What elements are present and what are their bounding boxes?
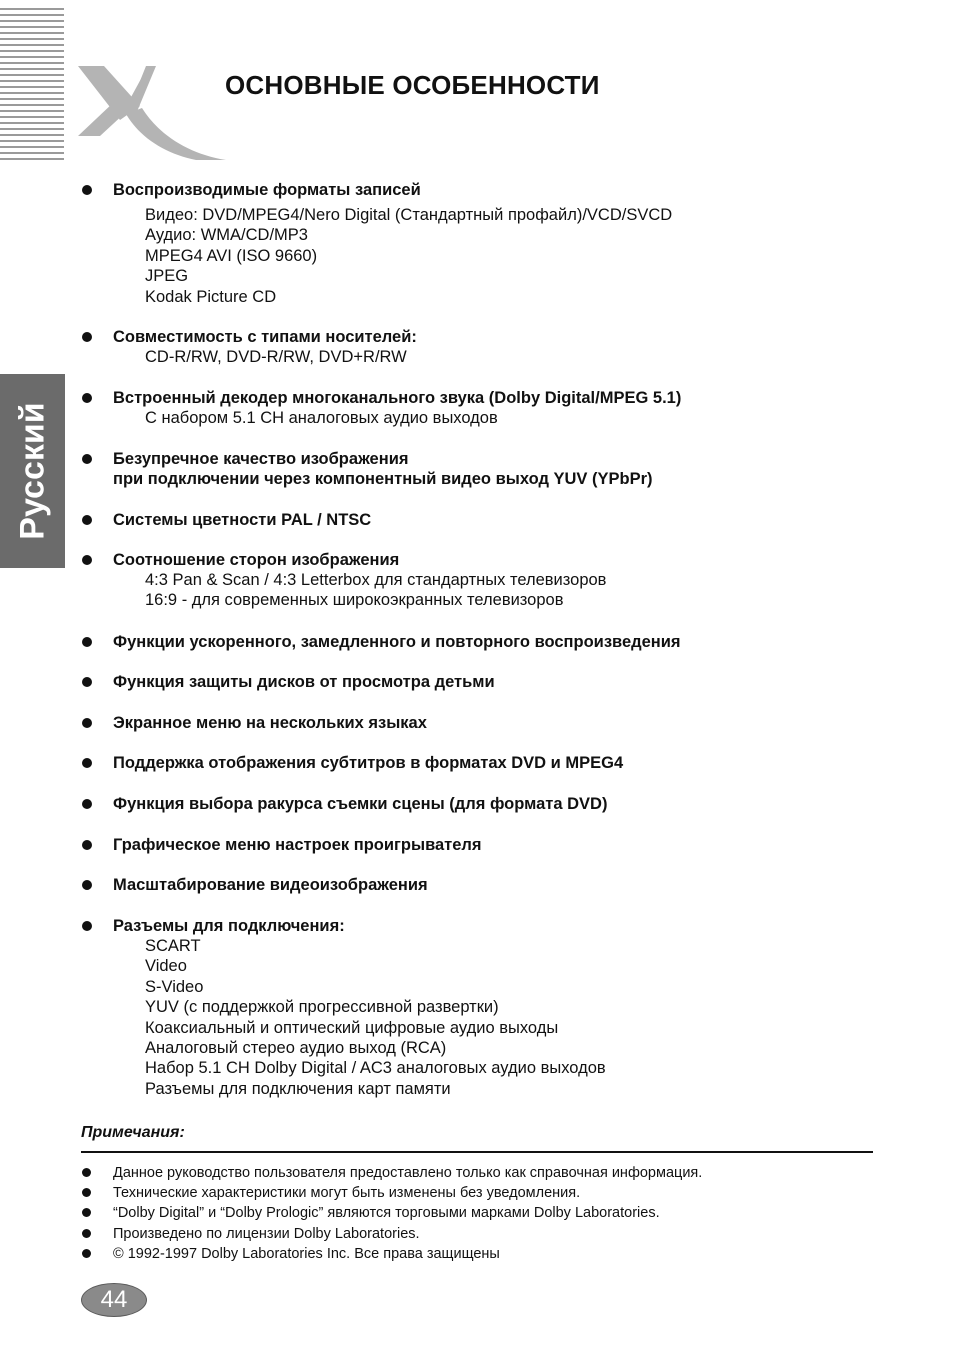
feature-item <box>0 875 900 895</box>
note-item <box>0 1224 900 1244</box>
bullet-icon <box>82 393 92 403</box>
bullet-icon <box>82 185 92 195</box>
feature-detail: YUV (с поддержкой прогрессивной развертки) <box>145 998 499 1017</box>
feature-detail: JPEG <box>145 267 189 286</box>
bullet-icon <box>82 332 92 342</box>
feature-item <box>0 794 900 814</box>
feature-item <box>0 672 900 692</box>
feature-title: Функция защиты дисков от просмотра детьми <box>113 673 495 691</box>
note-text: © 1992-1997 Dolby Laboratories Inc. Все права защищены <box>113 1246 500 1262</box>
language-tab-label: Русский <box>13 402 51 540</box>
feature-title: Функции ускоренного, замедленного и повторного воспроизведения <box>113 633 681 651</box>
note-item <box>0 1203 900 1223</box>
note-item <box>0 1183 900 1203</box>
bullet-icon <box>82 758 92 768</box>
feature-detail: CD-R/RW, DVD-R/RW, DVD+R/RW <box>145 348 407 366</box>
feature-detail: SCART <box>145 937 201 955</box>
feature-item <box>0 388 900 428</box>
feature-item <box>0 327 900 367</box>
bullet-icon <box>82 515 92 525</box>
feature-title: Разъемы для подключения: <box>113 917 345 935</box>
feature-title: Системы цветности PAL / NTSC <box>113 511 372 529</box>
bullet-icon <box>82 1249 91 1258</box>
feature-title: Воспроизводимые форматы записей <box>113 181 421 199</box>
bullet-icon <box>82 1229 91 1238</box>
feature-item <box>0 632 900 652</box>
note-text: Данное руководство пользователя предоставлено только как справочная информация. <box>113 1165 703 1181</box>
feature-detail: 16:9 - для современных широкоэкранных телевизоров <box>145 591 564 610</box>
bullet-icon <box>82 880 92 890</box>
feature-detail: Video <box>145 957 187 976</box>
bullet-icon <box>82 718 92 728</box>
feature-detail: S-Video <box>145 977 204 996</box>
note-item <box>0 1163 900 1183</box>
feature-title: Масштабирование видеоизображения <box>113 876 428 894</box>
feature-detail: MPEG4 AVI (ISO 9660) <box>145 246 318 265</box>
note-item <box>0 1244 900 1264</box>
note-text: Произведено по лицензии Dolby Laboratories. <box>113 1226 420 1242</box>
feature-item <box>0 753 900 773</box>
feature-detail: Аудио: WMA/CD/MP3 <box>145 226 308 245</box>
feature-item <box>0 510 900 530</box>
bullet-icon <box>82 637 92 647</box>
feature-detail: Аналоговый стерео аудио выход (RCA) <box>145 1039 447 1058</box>
feature-detail: Разъемы для подключения карт памяти <box>145 1079 451 1098</box>
bullet-icon <box>82 921 92 931</box>
bullet-icon <box>82 555 92 565</box>
notes-divider <box>81 1151 873 1153</box>
feature-title: Безупречное качество изображения <box>113 450 409 468</box>
page-title: ОСНОВНЫЕ ОСОБЕННОСТИ <box>225 70 600 100</box>
decorative-stripes <box>0 8 64 162</box>
feature-detail: Видео: DVD/MPEG4/Nero Digital (Стандартный профайл)/VCD/SVCD <box>145 206 673 224</box>
feature-item <box>0 713 900 733</box>
bullet-icon <box>82 677 92 687</box>
feature-detail: С набором 5.1 CH аналоговых аудио выходов <box>145 409 498 427</box>
feature-detail: Коаксиальный и оптический цифровые аудио выходы <box>145 1018 559 1037</box>
bullet-icon <box>82 840 92 850</box>
feature-item <box>0 916 900 1099</box>
feature-title-continued: при подключении через компонентный видео выход YUV (YPbPr) <box>113 470 653 488</box>
feature-item <box>0 550 900 611</box>
bullet-icon <box>82 454 92 464</box>
feature-title: Функция выбора ракурса съемки сцены (для формата DVD) <box>113 795 608 813</box>
notes-heading: Примечания: <box>81 1124 185 1141</box>
feature-title: Соотношение сторон изображения <box>113 551 400 569</box>
page-number: 44 <box>81 1283 147 1317</box>
feature-title: Графическое меню настроек проигрывателя <box>113 836 482 854</box>
bullet-icon <box>82 1188 91 1197</box>
feature-detail: Набор 5.1 CH Dolby Digital / AC3 аналоговых аудио выходов <box>145 1059 606 1078</box>
bullet-icon <box>82 799 92 809</box>
feature-item <box>0 835 900 855</box>
feature-item <box>0 449 900 489</box>
note-text: “Dolby Digital” и “Dolby Prologic” являются торговыми марками Dolby Laboratories. <box>113 1205 660 1221</box>
bullet-icon <box>82 1208 91 1217</box>
feature-title: Экранное меню на нескольких языках <box>113 714 427 732</box>
feature-title: Поддержка отображения субтитров в форматах DVD и MPEG4 <box>113 754 624 772</box>
feature-detail: 4:3 Pan & Scan / 4:3 Letterbox для стандартных телевизоров <box>145 571 607 589</box>
bullet-icon <box>82 1168 91 1177</box>
x-logo-icon <box>78 62 228 162</box>
note-text: Технические характеристики могут быть изменены без уведомления. <box>113 1185 581 1201</box>
feature-item <box>0 180 900 307</box>
feature-detail: Kodak Picture CD <box>145 287 277 306</box>
feature-title: Совместимость с типами носителей: <box>113 328 417 346</box>
feature-title: Встроенный декодер многоканального звука (Dolby Digital/MPEG 5.1) <box>113 389 682 407</box>
